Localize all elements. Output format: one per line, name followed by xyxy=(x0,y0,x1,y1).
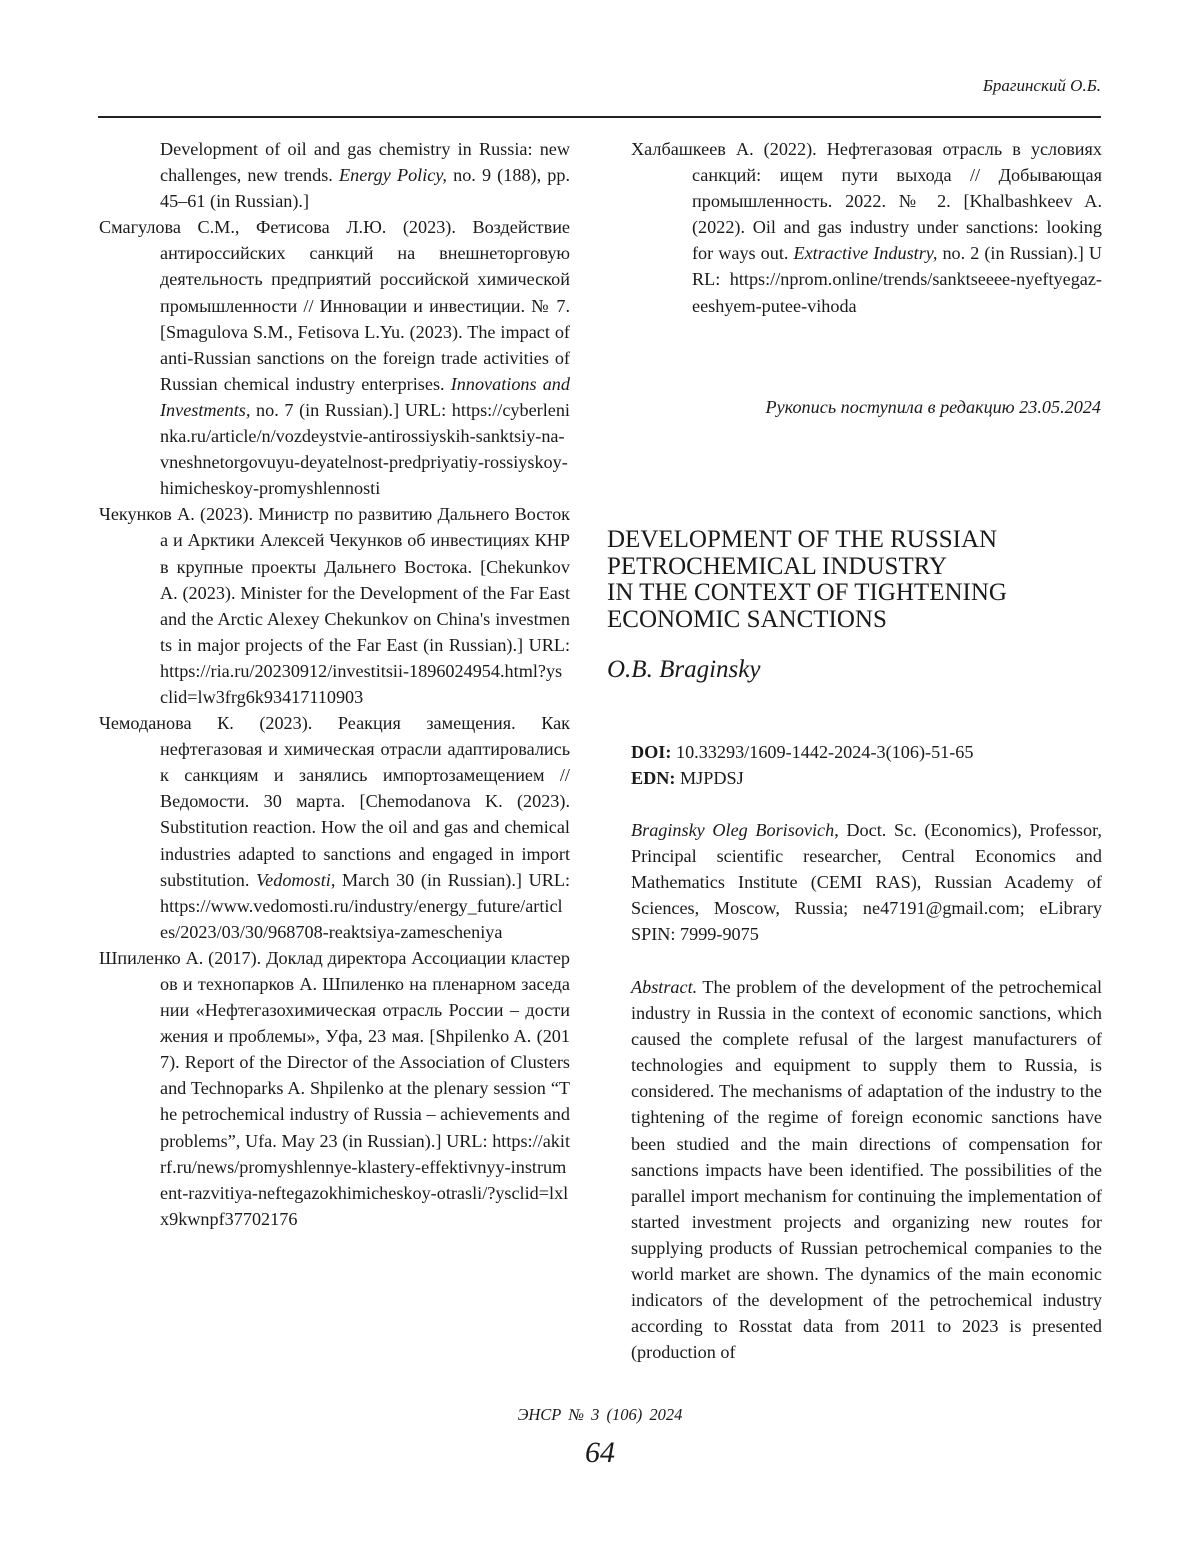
footer-journal-issue: ЭНСР № 3 (106) 2024 xyxy=(517,1405,683,1424)
reference-entry xyxy=(99,136,570,214)
article-identifiers xyxy=(631,739,1102,791)
reference-url[interactable]: no. 7 (in Russian).] URL: https://cyberleninka.ru/article/n/vozdeystvie-antirossiyskih-sanktsiy-na-vneshnetorgovuyu-deyatelnost-predpriyatiy-rossiyskoy-himicheskoy-promyshlennosti xyxy=(160,399,570,499)
edn-value: MJPDSJ xyxy=(675,768,744,789)
reference-entry xyxy=(99,710,570,945)
doi-line xyxy=(631,739,1102,765)
reference-entry xyxy=(631,136,1102,319)
header-rule xyxy=(98,116,1101,118)
abstract-text: The problem of the development of the petrochemical industry in Russia in the context of economic sanctions, which caused the complete refusal of the largest manufacturers of technologies and equipment to supply them to Russia, is considered. The mechanisms of adaptation of the industry to the tightening of the regime of foreign economic sanctions have been studied and the main directions of compensation for sanctions impacts have been identified. The possibilities of the parallel import mechanism for continuing the implementation of started investment projects and organizing new routes for supplying products of Russian petrochemical companies to the world market are shown. The dynamics of the main economic indicators of the development of the petrochemical industry according to Rosstat data from 2011 to 2023 is presented (production of xyxy=(631,977,1102,1363)
manuscript-received-note: Рукопись поступила в редакцию 23.05.2024 xyxy=(765,397,1101,417)
reference-text: Development of oil and gas chemistry in Russia: new challenges, new trends. xyxy=(160,139,570,186)
reference-entry xyxy=(99,945,570,1232)
reference-text-tail: no. 9 (188), pp. 45–61 (in Russian).] xyxy=(160,165,570,212)
references-right-column xyxy=(631,136,1102,319)
page-number: 64 xyxy=(585,1436,615,1469)
article-author: O.B. Braginsky xyxy=(607,656,761,683)
doi-value[interactable]: 10.33293/1609-1442-2024-3(106)-51-65 xyxy=(671,742,974,762)
title-line: IN THE CONTEXT OF TIGHTENING xyxy=(607,579,1007,606)
edn-line xyxy=(631,765,1102,791)
references-left-column xyxy=(99,136,570,1232)
reference-text: Шпиленко А. (2017). Доклад директора Ассоциации кластеров и технопарков А. Шпиленко на пленарном заседании «Нефтегазохимическая отрасль России – достижения и проблемы», Уфа, 23 мая. [Shpilenko A. (2017). Report of the Director of the Association of Clusters and Technoparks A. Shpilenko at the plenary session “The petrochemical industry of Russia – achievements and problems”, Ufa. May 23 (in Russian).] URL: https://akitrf.ru/news/promyshlennye-klastery-effektivnyy-instrument-razvitiya-neftegazokhimicheskoy-otrasli/?ysclid=lxlx9kwnpf37702176 xyxy=(99,947,570,1229)
author-affiliation xyxy=(631,817,1102,947)
reference-url[interactable]: , March 30 (in Russian).] URL: https://www.vedomosti.ru/industry/energy_future/articles/2023/03/30/968708-reaktsiya-zamescheniya xyxy=(160,869,571,942)
doi-label: DOI: xyxy=(631,742,672,762)
reference-text: Смагулова С.М., Фетисова Л.Ю. (2023). Воздействие антироссийских санкций на внешнеторговую деятельность предприятий российской химической промышленности // Инновации и инвестиции. № 7. [Smagulova S.M., Fetisova L.Yu. (2023). The impact of anti-Russian sanctions on the foreign trade activities of Russian chemical industry enterprises. xyxy=(99,217,570,394)
article-title xyxy=(607,527,1007,633)
article-abstract xyxy=(631,974,1102,1365)
title-line: ECONOMIC SANCTIONS xyxy=(607,605,887,633)
title-line: DEVELOPMENT OF THE RUSSIAN xyxy=(607,526,998,553)
reference-journal: Vedomosti xyxy=(256,869,331,890)
reference-text: Чекунков А. (2023). Министр по развитию Дальнего Востока и Арктики Алексей Чекунков об инвестициях КНР в крупные проекты Дальнего Востока. [Chekunkov A. (2023). Minister for the Development of the Far East and the Arctic Alexey Chekunkov on China's investments in major projects of the Far East (in Russian).] URL: https://ria.ru/20230912/investitsii-1896024954.html?ysclid=lw3frg6k93417110903 xyxy=(99,504,570,707)
reference-entry xyxy=(99,501,570,710)
reference-text: Халбашкеев А. (2022). Нефтегазовая отрасль в условиях санкций: ищем пути выхода // Добывающая промышленность. 2022. № 2. [Khalbashkeev A. (2022). Oil and gas industry under sanctions: looking for ways out. xyxy=(631,139,1102,264)
edn-label: EDN: xyxy=(631,768,676,789)
affiliation-details: , Doct. Sc. (Economics), Professor, Principal scientific researcher, Central Economics and Mathematics Institute (CEMI RAS), Russian Academy of Sciences, Moscow, Russia; ne47191@gmail.com; eLibrary SPIN: 7999-9075 xyxy=(631,820,1102,945)
reference-url[interactable]: no. 2 (in Russian).] URL: https://nprom.online/trends/sanktseeee-nyeftyegaz-eeshyem-putee-vihoda xyxy=(692,243,1102,316)
title-line: PETROCHEMICAL INDUSTRY xyxy=(607,552,948,580)
affiliation-author-name: Braginsky Oleg Borisovich xyxy=(631,820,835,840)
abstract-label: Abstract. xyxy=(631,977,698,997)
running-head-author: Брагинский О.Б. xyxy=(982,76,1101,95)
reference-journal: Energy Policy, xyxy=(338,165,447,186)
reference-journal: Extractive Industry, xyxy=(793,243,938,264)
reference-entry xyxy=(99,214,570,501)
reference-text: Чемоданова К. (2023). Реакция замещения. Как нефтегазовая и химическая отрасли адаптировались к санкциям и занялись импортозамещением // Ведомости. 30 марта. [Chemodanova K. (2023). Substitution reaction. How the oil and gas and chemical industries adapted to sanctions and engaged in import substitution. xyxy=(99,713,570,890)
reference-journal: Innovations and Investments, xyxy=(160,373,570,420)
